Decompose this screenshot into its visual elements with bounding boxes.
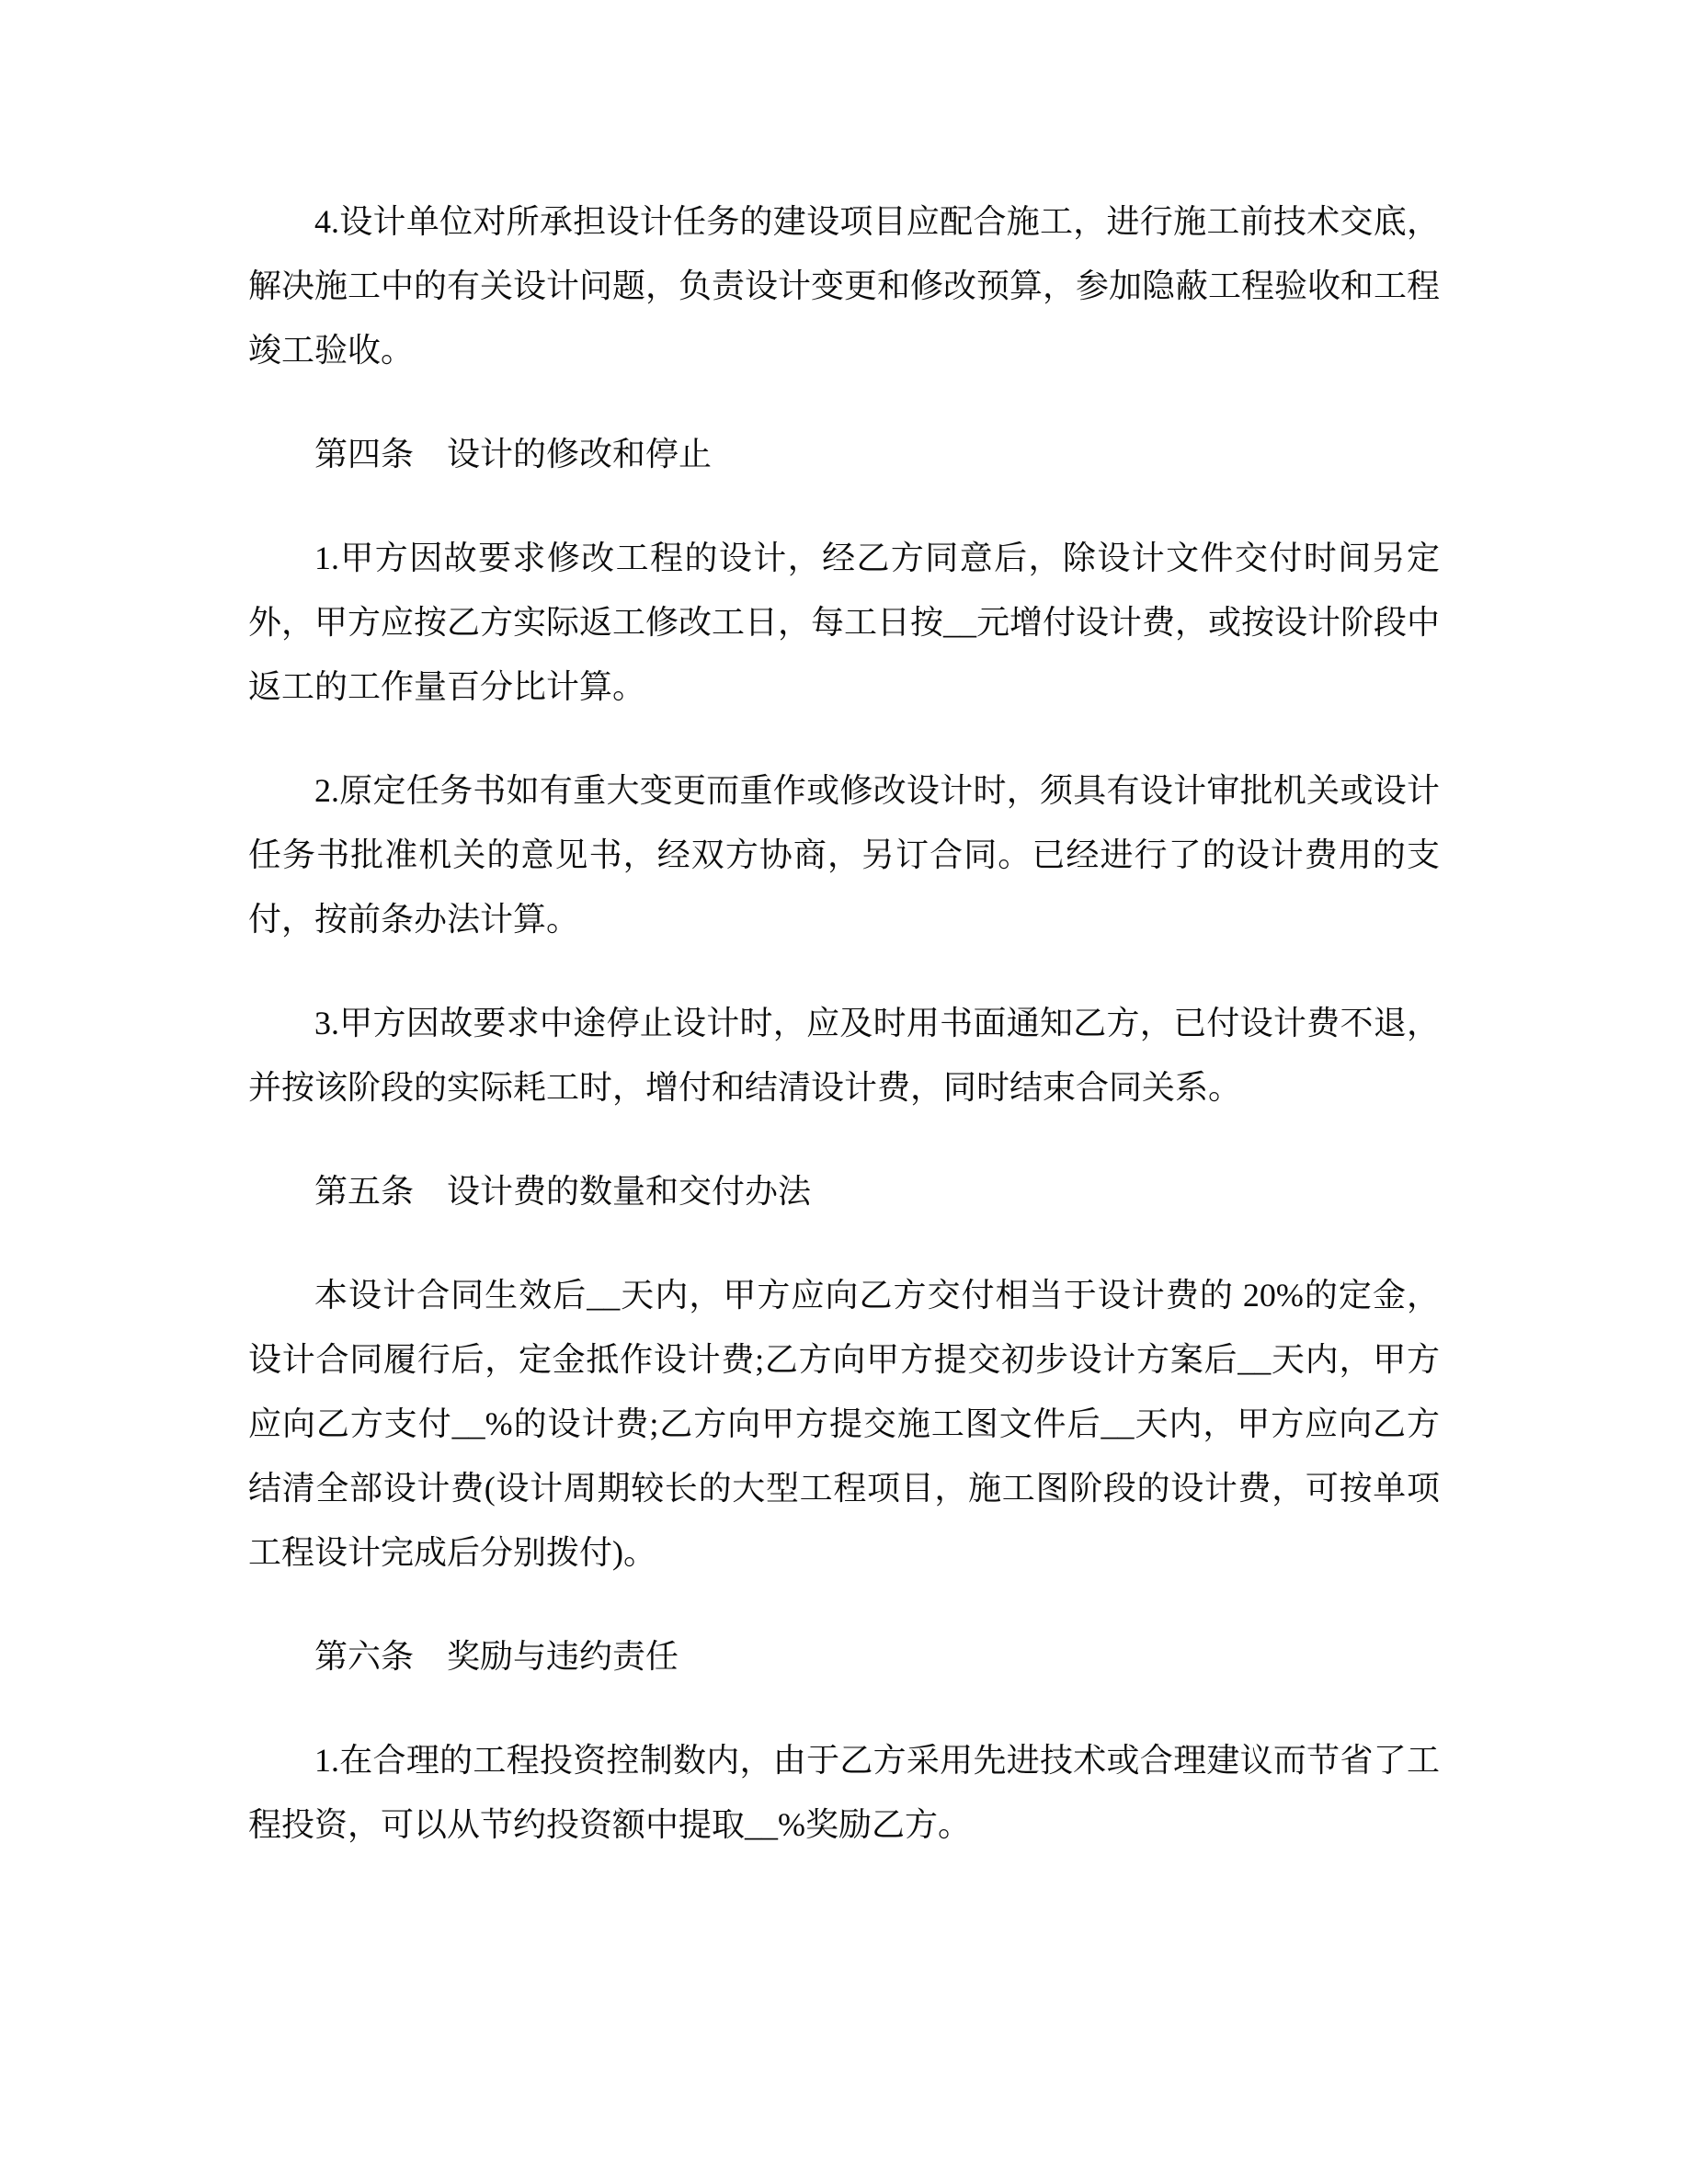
body-paragraph: 4.设计单位对所承担设计任务的建设项目应配合施工，进行施工前技术交底，解决施工中的有关设计问题，负责设计变更和修改预算，参加隐蔽工程验收和工程竣工验收。	[248, 203, 1441, 369]
body-paragraph: 2.原定任务书如有重大变更而重作或修改设计时，须具有设计审批机关或设计任务书批准机关的意见书，经双方协商，另订合同。已经进行了的设计费用的支付，按前条办法计算。	[248, 772, 1440, 938]
body-paragraph: 1.甲方因故要求修改工程的设计，经乙方同意后，除设计文件交付时间另定外，甲方应按乙方实际返工修改工日，每工日按__元增付设计费，或按设计阶段中返工的工作量百分比计算。	[248, 540, 1441, 705]
section-heading: 第四条 设计的修改和停止	[314, 436, 713, 472]
section-heading: 第六条 奖励与违约责任	[314, 1638, 679, 1675]
body-paragraph: 3.甲方因故要求中途停止设计时，应及时用书面通知乙方，已付设计费不退，并按该阶段的实际耗工时，增付和结清设计费，同时结束合同关系。	[248, 1005, 1440, 1106]
body-paragraph: 1.在合理的工程投资控制数内，由于乙方采用先进技术或合理建议而节省了工程投资，可以从节约投资额中提取__%奖励乙方。	[248, 1742, 1440, 1843]
body-paragraph: 本设计合同生效后__天内，甲方应向乙方交付相当于设计费的 20%的定金，设计合同履行后，定金抵作设计费;乙方向甲方提交初步设计方案后__天内，甲方应向乙方支付__%的设计费;乙方向甲方提交施工图文件后__天内，甲方应向乙方结清全部设计费(设计周期较长的大型工程项目，施工图阶段的设计费，可按单项工程设计完成后分别拨付)。	[248, 1277, 1440, 1571]
contract-text-body	[248, 189, 1440, 1857]
section-heading: 第五条 设计费的数量和交付办法	[314, 1173, 812, 1210]
